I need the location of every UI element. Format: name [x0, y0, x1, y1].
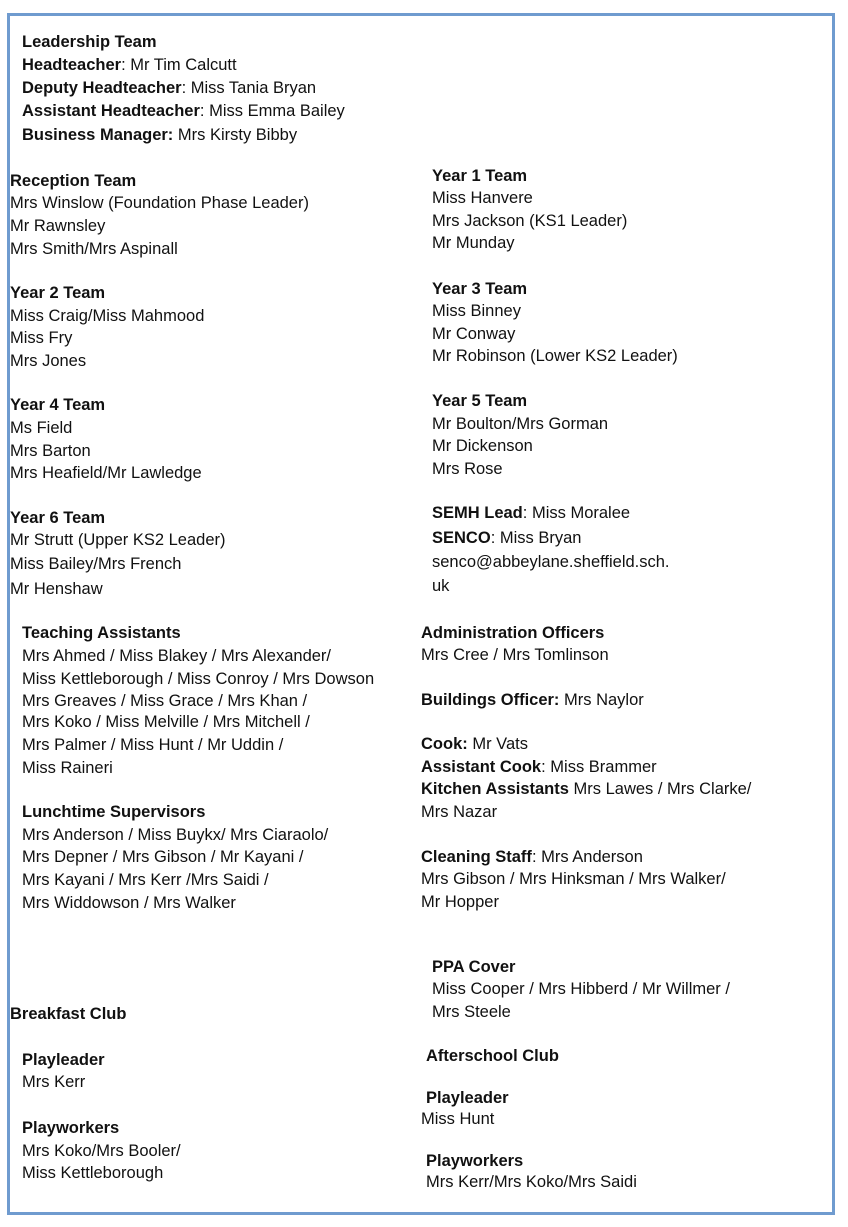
cleaning-name: Mrs Anderson [541, 848, 643, 866]
list-item: Mr Boulton/Mrs Gorman [432, 415, 609, 433]
list-item: Miss Kettleborough / Miss Conroy / Mrs Dowson [22, 670, 375, 688]
ppa-heading: PPA Cover [432, 958, 516, 976]
senco-name: Miss Bryan [499, 529, 582, 547]
breakfast-playworkers-heading: Playworkers [22, 1119, 120, 1137]
cook-row [421, 733, 528, 756]
semh-row: SEMH Lead: Miss Moralee [432, 504, 631, 522]
kitchen-names: Mrs Lawes / Mrs Clarke/ [573, 780, 752, 798]
kitchen-assistants-row [421, 778, 751, 801]
leadership-heading: Leadership Team [22, 33, 157, 51]
list-item: Miss Cooper / Mrs Hibberd / Mr Willmer / [432, 980, 730, 998]
list-item: Miss Hanvere [432, 189, 533, 207]
semh-name: Miss Moralee [531, 504, 631, 522]
list-item: Mrs Cree / Mrs Tomlinson [421, 646, 609, 664]
list-item: Mr Munday [432, 234, 515, 252]
assistant-headteacher-row: Assistant Headteacher: Miss Emma Bailey [22, 102, 345, 120]
list-item: Mrs Steele [432, 1003, 511, 1021]
deputy-headteacher-row: Deputy Headteacher: Miss Tania Bryan [22, 79, 317, 97]
list-item: Mrs Greaves / Miss Grace / Mrs Khan / [22, 692, 308, 710]
list-item: Miss Binney [432, 302, 521, 320]
cook-label: Cook: [421, 735, 468, 753]
list-item: Mrs Kerr [22, 1073, 86, 1091]
list-item: Mr Henshaw [10, 580, 103, 598]
list-item: Mrs Anderson / Miss Buykx/ Mrs Ciaraolo/ [22, 826, 329, 844]
list-item: Mrs Jackson (KS1 Leader) [432, 212, 628, 230]
list-item: Mr Robinson (Lower KS2 Leader) [432, 347, 678, 365]
list-item: Miss Hunt [421, 1110, 495, 1128]
list-item: Miss Bailey/Mrs French [10, 555, 182, 573]
list-item: Mrs Koko / Miss Melville / Mrs Mitchell / [22, 713, 310, 731]
list-item: Mr Rawnsley [10, 217, 106, 235]
deputy-name: Miss Tania Bryan [190, 79, 317, 97]
list-item: Mrs Gibson / Mrs Hinksman / Mrs Walker/ [421, 870, 726, 888]
cleaning-row: Cleaning Staff: Mrs Anderson [421, 848, 643, 866]
list-item: Miss Fry [10, 329, 73, 347]
list-item: Mr Conway [432, 325, 516, 343]
list-item: Mrs Heafield/Mr Lawledge [10, 464, 202, 482]
deputy-label: Deputy Headteacher [22, 79, 182, 97]
senco-email[interactable]: senco@abbeylane.sheffield.sch. [432, 553, 670, 571]
buildings-label: Buildings Officer: [421, 691, 560, 709]
senco-label: SENCO [432, 529, 491, 547]
senco-row: SENCO: Miss Bryan [432, 529, 582, 547]
semh-label: SEMH Lead [432, 504, 523, 522]
breakfast-club-heading: Breakfast Club [10, 1005, 127, 1023]
admin-heading: Administration Officers [421, 624, 605, 642]
lunchtime-heading: Lunchtime Supervisors [22, 803, 206, 821]
afterschool-playleader-heading: Playleader [426, 1089, 509, 1107]
business-manager-row [22, 124, 297, 147]
senco-email-continued[interactable]: uk [432, 577, 450, 595]
kitchen-label: Kitchen Assistants [421, 780, 569, 798]
assistant-cook-row: Assistant Cook: Miss Brammer [421, 758, 657, 776]
year3-heading: Year 3 Team [432, 280, 528, 298]
business-manager-name: Mrs Kirsty Bibby [177, 126, 298, 144]
list-item: Miss Craig/Miss Mahmood [10, 307, 205, 325]
list-item: Mr Strutt (Upper KS2 Leader) [10, 531, 226, 549]
list-item: Mrs Koko/Mrs Booler/ [22, 1142, 181, 1160]
year2-heading: Year 2 Team [10, 284, 106, 302]
buildings-name: Mrs Naylor [564, 691, 644, 709]
list-item: Mrs Winslow (Foundation Phase Leader) [10, 194, 309, 212]
cook-name: Mr Vats [472, 735, 528, 753]
list-item: Mrs Kayani / Mrs Kerr /Mrs Saidi / [22, 871, 269, 889]
list-item: Mrs Kerr/Mrs Koko/Mrs Saidi [426, 1173, 637, 1191]
list-item: Mr Hopper [421, 893, 499, 911]
assistant-head-name: Miss Emma Bailey [209, 102, 345, 120]
assistant-cook-label: Assistant Cook [421, 758, 542, 776]
afterschool-playworkers-heading: Playworkers [426, 1152, 524, 1170]
reception-heading: Reception Team [10, 172, 137, 190]
list-item: Mrs Depner / Mrs Gibson / Mr Kayani / [22, 848, 304, 866]
list-item: Mrs Palmer / Miss Hunt / Mr Uddin / [22, 736, 284, 754]
list-item: Miss Kettleborough [22, 1164, 164, 1182]
list-item: Mrs Ahmed / Miss Blakey / Mrs Alexander/ [22, 647, 332, 665]
headteacher-row: Headteacher: Mr Tim Calcutt [22, 56, 237, 74]
list-item: Ms Field [10, 419, 73, 437]
list-item: Mrs Nazar [421, 803, 498, 821]
list-item: Mr Dickenson [432, 437, 533, 455]
assistant-cook-name: Miss Brammer [550, 758, 657, 776]
business-manager-label: Business Manager: [22, 126, 174, 144]
buildings-officer-row [421, 689, 644, 712]
list-item: Mrs Jones [10, 352, 87, 370]
breakfast-playleader-heading: Playleader [22, 1051, 105, 1069]
list-item: Mrs Smith/Mrs Aspinall [10, 240, 178, 258]
list-item: Mrs Barton [10, 442, 91, 460]
headteacher-name: Mr Tim Calcutt [130, 56, 237, 74]
list-item: Miss Raineri [22, 759, 113, 777]
headteacher-label: Headteacher [22, 56, 122, 74]
year5-heading: Year 5 Team [432, 392, 528, 410]
year1-heading: Year 1 Team [432, 167, 528, 185]
year6-heading: Year 6 Team [10, 509, 106, 527]
cleaning-label: Cleaning Staff [421, 848, 532, 866]
teaching-assistants-heading: Teaching Assistants [22, 624, 181, 642]
afterschool-club-heading: Afterschool Club [426, 1047, 559, 1065]
year4-heading: Year 4 Team [10, 396, 106, 414]
list-item: Mrs Widdowson / Mrs Walker [22, 894, 236, 912]
assistant-head-label: Assistant Headteacher [22, 102, 200, 120]
list-item: Mrs Rose [432, 460, 503, 478]
